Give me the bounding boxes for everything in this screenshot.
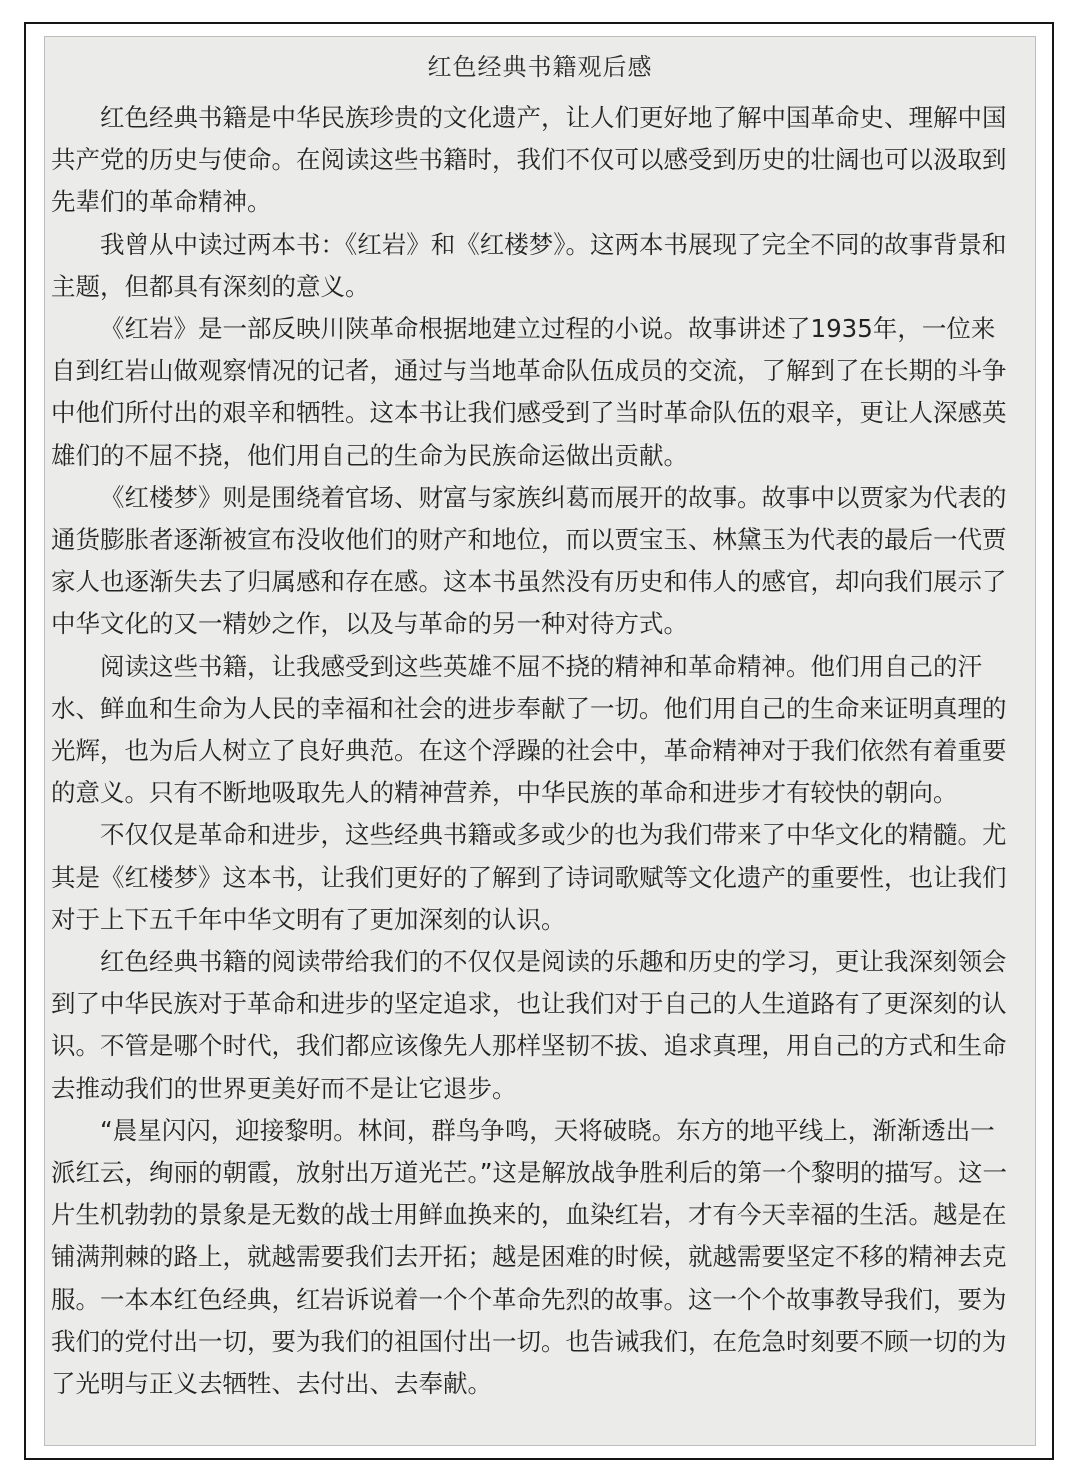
paragraph-2: 我曾从中读过两本书：《红岩》和《红楼梦》。这两本书展现了完全不同的故事背景和主题，但都具有深刻的意义。 (51, 229, 1007, 301)
paragraph-4: 《红楼梦》则是围绕着官场、财富与家族纠葛而展开的故事。故事中以贾家为代表的通货膨胀者逐渐被宣布没收他们的财产和地位，而以贾宝玉、林黛玉为代表的最后一代贾家人也逐渐失去了归属感和存在感。这本书虽然没有历史和伟人的感官，却向我们展示了中华文化的又一精妙之作，以及与革命的另一种对待方式。 (51, 482, 1007, 639)
handwritten-paper-sheet (44, 36, 1036, 1446)
paragraph-7: 红色经典书籍的阅读带给我们的不仅仅是阅读的乐趣和历史的学习，更让我深刻领会到了中华民族对于革命和进步的坚定追求，也让我们对于自己的人生道路有了更深刻的认识。不管是哪个时代，我们都应该像先人那样坚韧不拔、追求真理，用自己的方式和生命去推动我们的世界更美好而不是让它退步。 (51, 947, 1007, 1103)
paragraph-3: 《红岩》是一部反映川陕革命根据地建立过程的小说。故事讲述了1935年，一位来自到红岩山做观察情况的记者，通过与当地革命队伍成员的交流，了解到了在长期的斗争中他们所付出的艰辛和牺牲。这本书让我们感受到了当时革命队伍的艰辛，更让人深感英雄们的不屈不挠，他们用自己的生命为民族命运做出贡献。 (51, 314, 1007, 470)
essay-title: 红色经典书籍观后感 (427, 53, 653, 81)
paragraph-5: 阅读这些书籍，让我感受到这些英雄不屈不挠的精神和革命精神。他们用自己的汗水、鲜血和生命为人民的幸福和社会的进步奉献了一切。他们用自己的生命来证明真理的光辉，也为后人树立了良好典范。在这个浮躁的社会中，革命精神对于我们依然有着重要的意义。只有不断地吸取先人的精神营养，中华民族的革命和进步才有较快的朝向。 (51, 651, 1007, 808)
paragraph-8: “晨星闪闪，迎接黎明。林间，群鸟争鸣，天将破晓。东方的地平线上，渐渐透出一派红云，绚丽的朝霞，放射出万道光芒。”这是解放战争胜利后的第一个黎明的描写。这一片生机勃勃的景象是无数的战士用鲜血换来的，血染红岩，才有今天幸福的生活。越是在铺满荆棘的路上，就越需要我们去开拓；越是困难的时候，就越需要坚定不移的精神去克服。一本本红色经典，红岩诉说着一个个革命先烈的故事。这一个个故事教导我们，要为我们的党付出一切，要为我们的祖国付出一切。也告诫我们，在危急时刻要不顾一切的为了光明与正义去牺牲、去付出、去奉献。 (51, 1115, 1007, 1399)
paragraph-1: 红色经典书籍是中华民族珍贵的文化遗产，让人们更好地了解中国革命史、理解中国共产党的历史与使命。在阅读这些书籍时，我们不仅可以感受到历史的壮阔也可以汲取到先辈们的革命精神。 (51, 103, 1007, 217)
paragraph-6: 不仅仅是革命和进步，这些经典书籍或多或少的也为我们带来了中华文化的精髓。尤其是《红楼梦》这本书，让我们更好的了解到了诗词歌赋等文化遗产的重要性，也让我们对于上下五千年中华文明有了更加深刻的认识。 (51, 820, 1007, 934)
essay-body (51, 97, 1011, 1405)
